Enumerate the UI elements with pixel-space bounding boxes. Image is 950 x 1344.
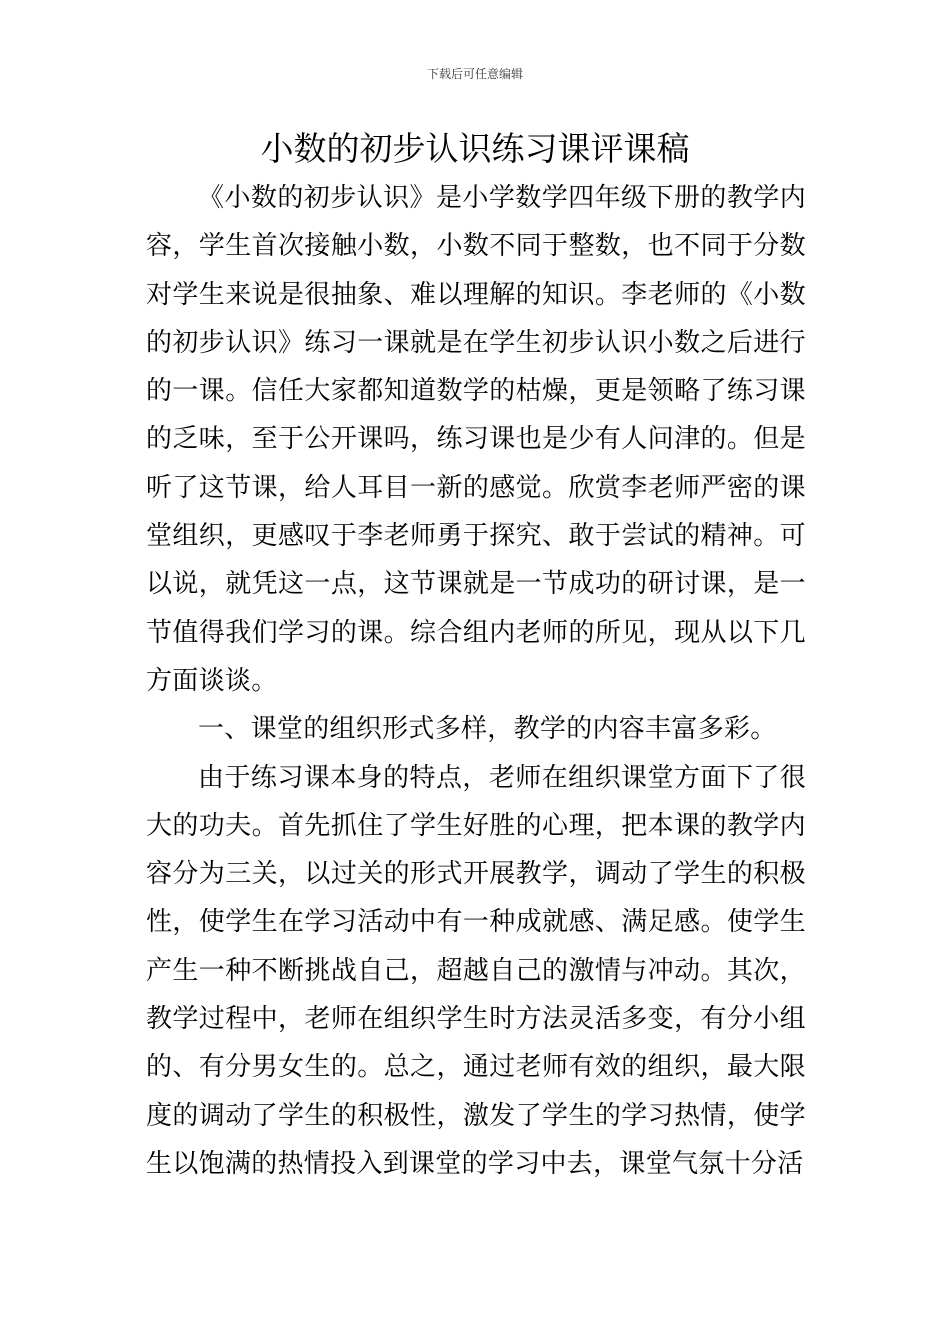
header-note: 下载后可任意编辑 xyxy=(426,67,523,81)
paragraph-section-heading: 一、课堂的组织形式多样，教学的内容丰富多彩。 xyxy=(198,714,777,745)
document-title: 小数的初步认识练习课评课稿 xyxy=(260,129,690,168)
paragraph-intro: 《小数的初步认识》是小学数学四年级下册的教学内容，学生首次接触小数，小数不同于整数，也不同于分数对学生来说是很抽象、难以理解的知识。李老师的《小数的初步认识》练习一课就是在学生初步认识小数之后进行的一课。信任大家都知道数学的枯燥，更是领略了练习课的乏味，至于公开课吗，练习课也是少有人问津的。但是听了这节课，给人耳目一新的感觉。欣赏李老师严密的课堂组织，更感叹于李老师勇于探究、敢于尝试的精神。可以说，就凭这一点，这节课就是一节成功的研讨课，是一节值得我们学习的课。综合组内老师的所见，现从以下几方面谈谈。 xyxy=(146,183,806,696)
paragraph-section-body: 由于练习课本身的特点，老师在组织课堂方面下了很大的功夫。首先抓住了学生好胜的心理，把本课的教学内容分为三关，以过关的形式开展教学，调动了学生的积极性，使学生在学习活动中有一种成就感、满足感。使学生产生一种不断挑战自己，超越自己的激情与冲动。其次，教学过程中，老师在组织学生时方法灵活多变，有分小组的、有分男女生的。总之，通过老师有效的组织，最大限度的调动了学生的积极性，激发了学生的学习热情，使学生以饱满的热情投入到课堂的学习中去，课堂气氛十分活 xyxy=(146,762,806,1179)
document-body xyxy=(146,174,806,1188)
